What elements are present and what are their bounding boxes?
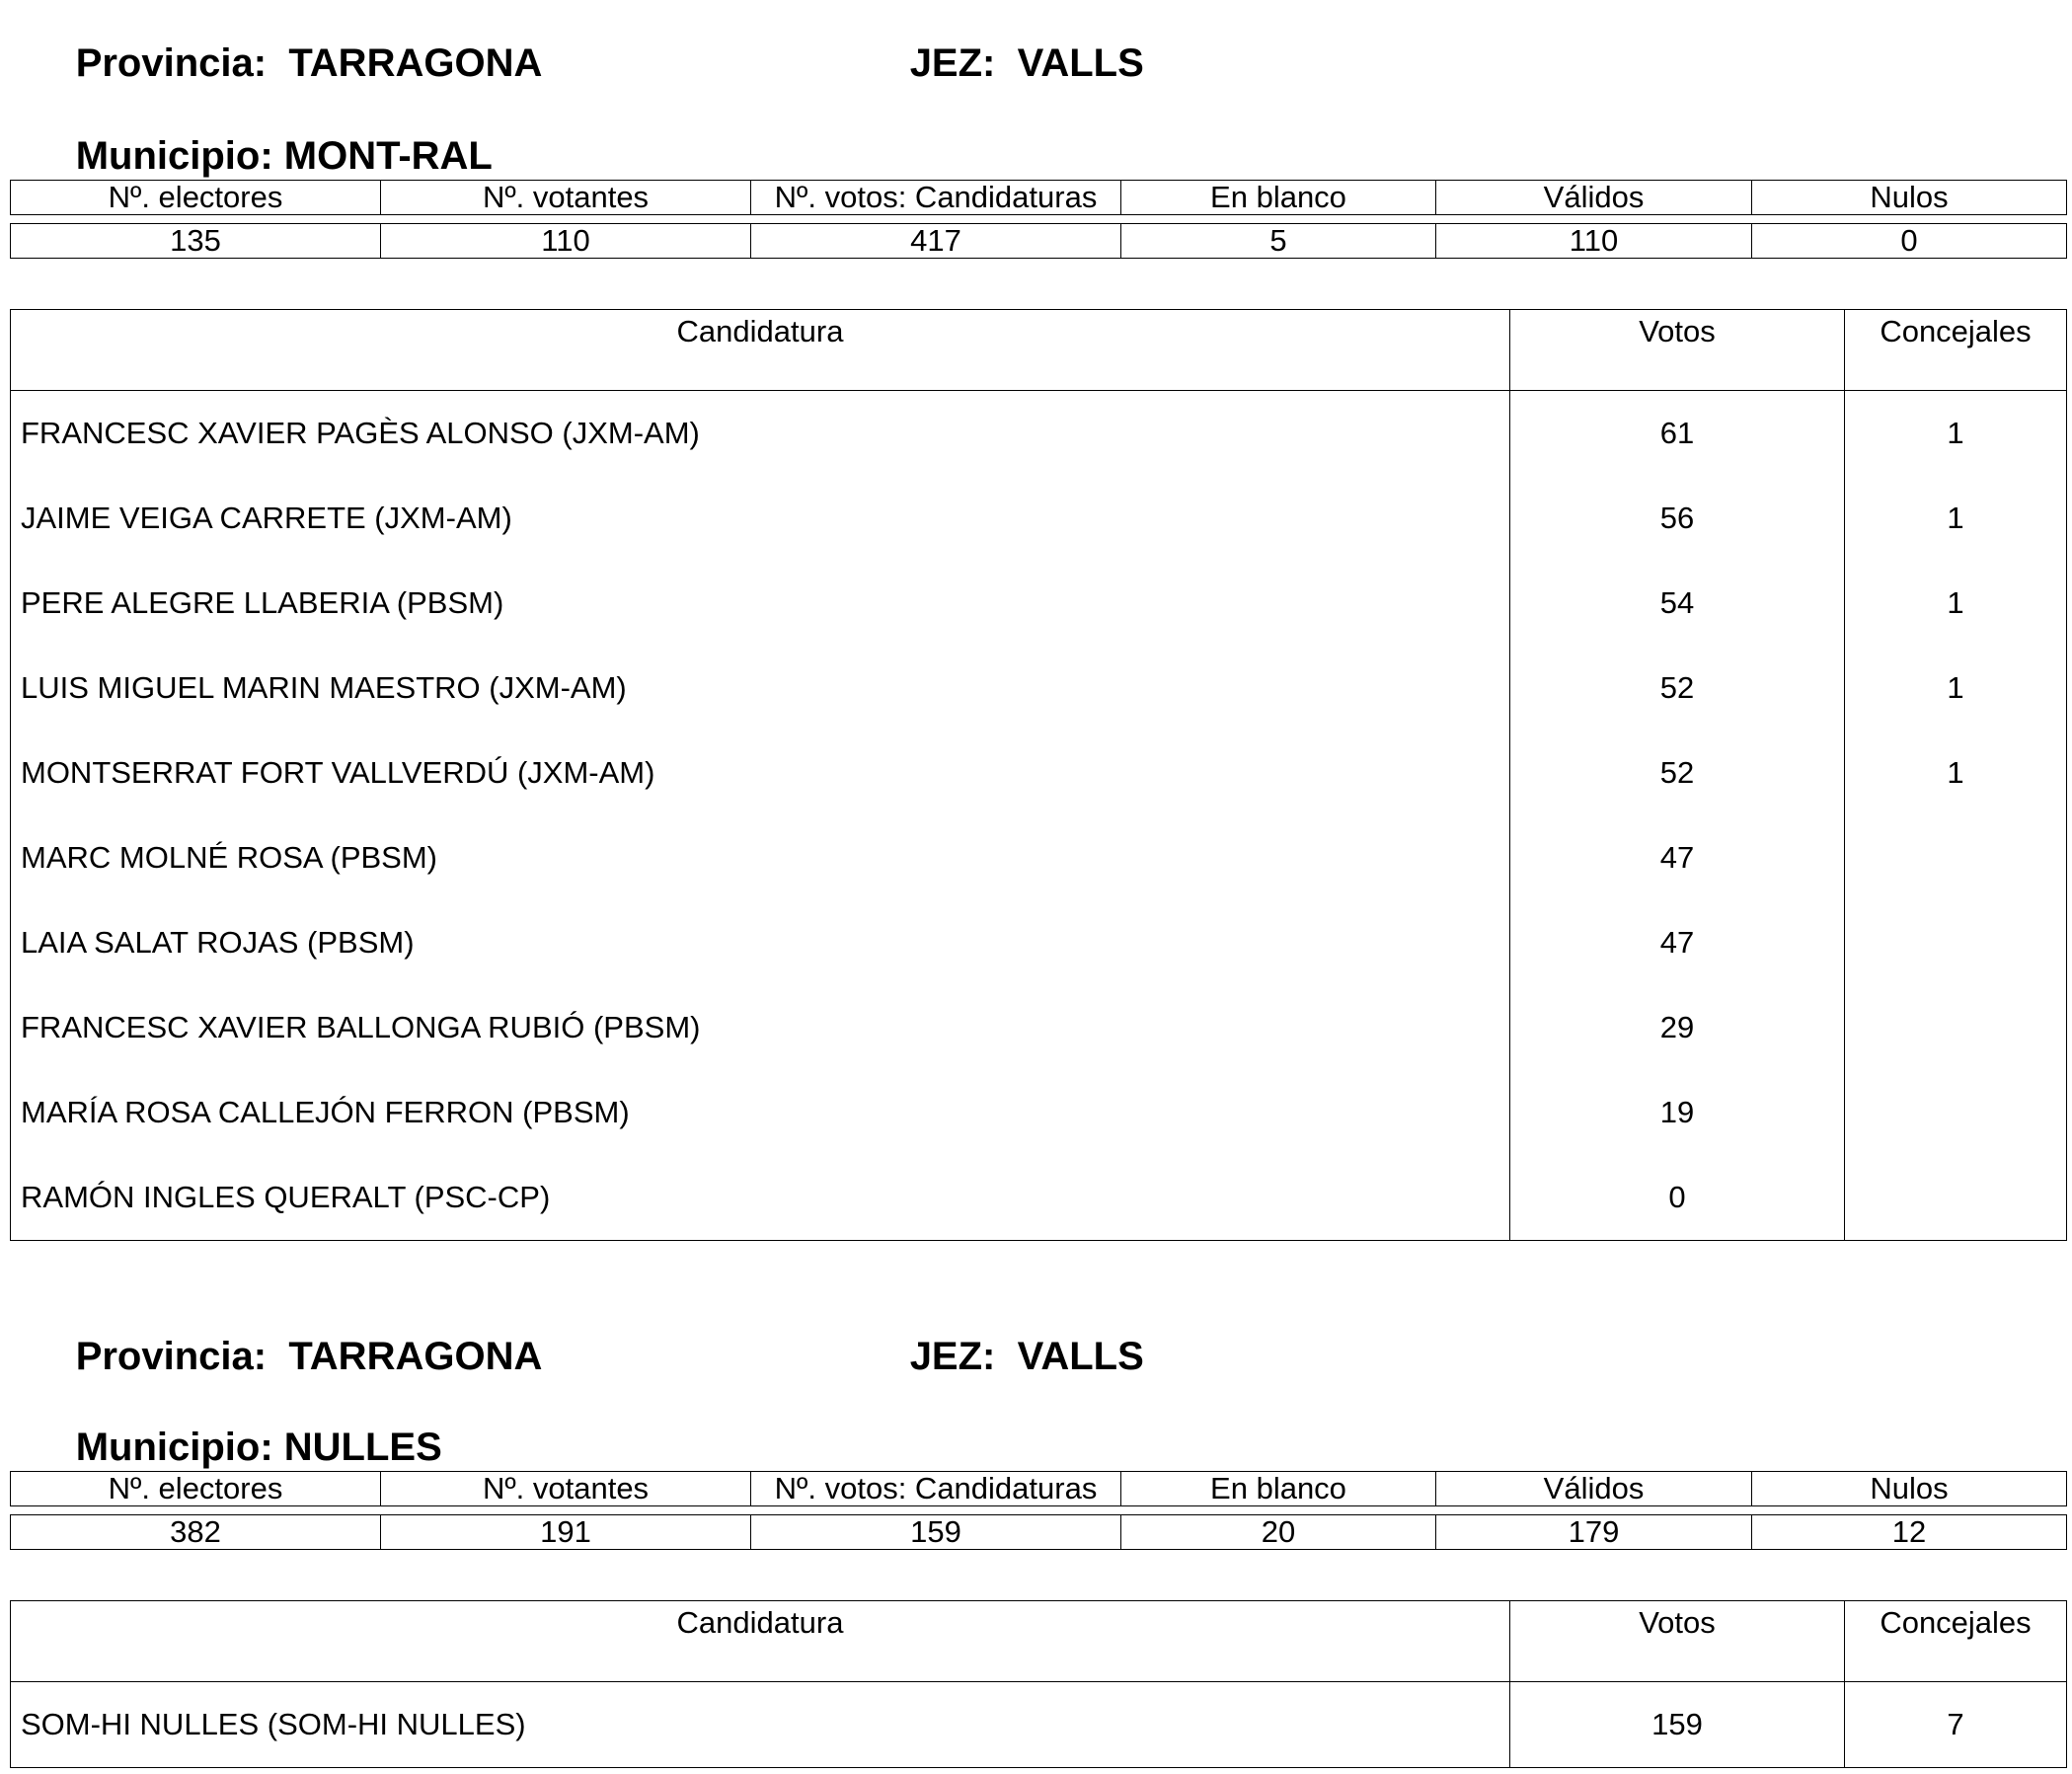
table-row xyxy=(11,1070,2067,1155)
table-row xyxy=(11,476,2067,561)
stats-header-cell: Nº. votantes xyxy=(381,1472,751,1506)
candidate-name: MONTSERRAT FORT VALLVERDÚ (JXM-AM) xyxy=(11,731,1510,815)
candidate-votes: 47 xyxy=(1510,900,1845,985)
candidate-votes: 47 xyxy=(1510,815,1845,900)
stats-header-cell: En blanco xyxy=(1121,181,1436,215)
stats-header-cell: Nº. votantes xyxy=(381,181,751,215)
candidate-name: LUIS MIGUEL MARIN MAESTRO (JXM-AM) xyxy=(11,646,1510,731)
stats-header-cell: Nº. electores xyxy=(11,1472,381,1506)
stats-header-cell: En blanco xyxy=(1121,1472,1436,1506)
candidate-concejales: 1 xyxy=(1845,646,2067,731)
candidate-votes: 61 xyxy=(1510,391,1845,477)
stats-value-cell: 135 xyxy=(11,224,381,259)
stats-header-cell: Nº. votos: Candidaturas xyxy=(751,1472,1121,1506)
jez-value: VALLS xyxy=(1017,41,1144,85)
candidate-votes: 52 xyxy=(1510,646,1845,731)
candidate-concejales xyxy=(1845,815,2067,900)
candidate-concejales xyxy=(1845,900,2067,985)
jez-label: JEZ: xyxy=(909,41,996,85)
candidate-concejales xyxy=(1845,1155,2067,1241)
jez-label: JEZ: xyxy=(909,1335,996,1378)
stats-value-cell: 159 xyxy=(751,1515,1121,1550)
candidates-header-row xyxy=(11,1601,2067,1682)
table-row xyxy=(11,900,2067,985)
provincia-value: TARRAGONA xyxy=(288,1335,543,1378)
jez-value: VALLS xyxy=(1017,1335,1144,1378)
municipio-section xyxy=(0,1293,2072,1774)
candidates-table xyxy=(10,1600,2067,1768)
stats-values-table xyxy=(10,1514,2067,1550)
stats-value-cell: 110 xyxy=(1436,224,1752,259)
stats-header-cell: Válidos xyxy=(1436,181,1752,215)
table-row xyxy=(11,985,2067,1070)
candidates-header-row xyxy=(11,310,2067,391)
municipio-label: Municipio: xyxy=(75,134,273,178)
candidate-votes: 54 xyxy=(1510,561,1845,646)
municipio-label: Municipio: xyxy=(75,1426,273,1469)
table-row xyxy=(11,391,2067,477)
stats-values-row xyxy=(11,1515,2067,1550)
candidate-concejales: 7 xyxy=(1845,1682,2067,1768)
candidate-concejales xyxy=(1845,985,2067,1070)
candidate-name: FRANCESC XAVIER PAGÈS ALONSO (JXM-AM) xyxy=(11,391,1510,477)
stats-header-table xyxy=(10,1471,2067,1506)
stats-value-cell: 12 xyxy=(1752,1515,2067,1550)
candidates-table xyxy=(10,309,2067,1241)
candidate-concejales: 1 xyxy=(1845,731,2067,815)
candidate-votes: 159 xyxy=(1510,1682,1845,1768)
candidate-name: PERE ALEGRE LLABERIA (PBSM) xyxy=(11,561,1510,646)
table-row xyxy=(11,561,2067,646)
stats-values-row xyxy=(11,224,2067,259)
stats-value-cell: 191 xyxy=(381,1515,751,1550)
table-row xyxy=(11,1682,2067,1768)
candidate-votes: 56 xyxy=(1510,476,1845,561)
candidate-name: RAMÓN INGLES QUERALT (PSC-CP) xyxy=(11,1155,1510,1241)
provincia-label: Provincia: xyxy=(75,1335,268,1378)
candidate-name: LAIA SALAT ROJAS (PBSM) xyxy=(11,900,1510,985)
candidatura-header: Candidatura xyxy=(11,310,1510,391)
candidate-name: MARÍA ROSA CALLEJÓN FERRON (PBSM) xyxy=(11,1070,1510,1155)
candidate-concejales: 1 xyxy=(1845,476,2067,561)
stats-value-cell: 20 xyxy=(1121,1515,1436,1550)
candidate-concejales: 1 xyxy=(1845,561,2067,646)
stats-header-table xyxy=(10,180,2067,215)
candidatura-header: Candidatura xyxy=(11,1601,1510,1682)
candidate-votes: 52 xyxy=(1510,731,1845,815)
municipio-value: NULLES xyxy=(283,1426,442,1469)
candidate-votes: 19 xyxy=(1510,1070,1845,1155)
stats-value-cell: 382 xyxy=(11,1515,381,1550)
stats-value-cell: 0 xyxy=(1752,224,2067,259)
candidate-concejales: 1 xyxy=(1845,391,2067,477)
municipio-value: MONT-RAL xyxy=(283,134,493,178)
stats-value-cell: 179 xyxy=(1436,1515,1752,1550)
candidate-concejales xyxy=(1845,1070,2067,1155)
stats-header-cell: Nulos xyxy=(1752,1472,2067,1506)
stats-value-cell: 110 xyxy=(381,224,751,259)
candidate-votes: 0 xyxy=(1510,1155,1845,1241)
jez-heading xyxy=(844,4,1144,122)
table-row xyxy=(11,1155,2067,1241)
stats-header-cell: Nº. electores xyxy=(11,181,381,215)
stats-header-cell: Nº. votos: Candidaturas xyxy=(751,181,1121,215)
concejales-header: Concejales xyxy=(1845,1601,2067,1682)
provincia-label: Provincia: xyxy=(75,41,268,85)
stats-header-row xyxy=(11,181,2067,215)
votos-header: Votos xyxy=(1510,1601,1845,1682)
stats-value-cell: 5 xyxy=(1121,224,1436,259)
candidate-name: MARC MOLNÉ ROSA (PBSM) xyxy=(11,815,1510,900)
provincia-value: TARRAGONA xyxy=(288,41,543,85)
stats-value-cell: 417 xyxy=(751,224,1121,259)
concejales-header: Concejales xyxy=(1845,310,2067,391)
table-row xyxy=(11,646,2067,731)
candidate-name: FRANCESC XAVIER BALLONGA RUBIÓ (PBSM) xyxy=(11,985,1510,1070)
stats-header-cell: Nulos xyxy=(1752,181,2067,215)
votos-header: Votos xyxy=(1510,310,1845,391)
stats-header-cell: Válidos xyxy=(1436,1472,1752,1506)
stats-header-row xyxy=(11,1472,2067,1506)
table-row xyxy=(11,815,2067,900)
candidate-votes: 29 xyxy=(1510,985,1845,1070)
candidate-name: SOM-HI NULLES (SOM-HI NULLES) xyxy=(11,1682,1510,1768)
table-row xyxy=(11,731,2067,815)
candidate-name: JAIME VEIGA CARRETE (JXM-AM) xyxy=(11,476,1510,561)
stats-values-table xyxy=(10,223,2067,259)
jez-heading xyxy=(844,1297,1144,1416)
